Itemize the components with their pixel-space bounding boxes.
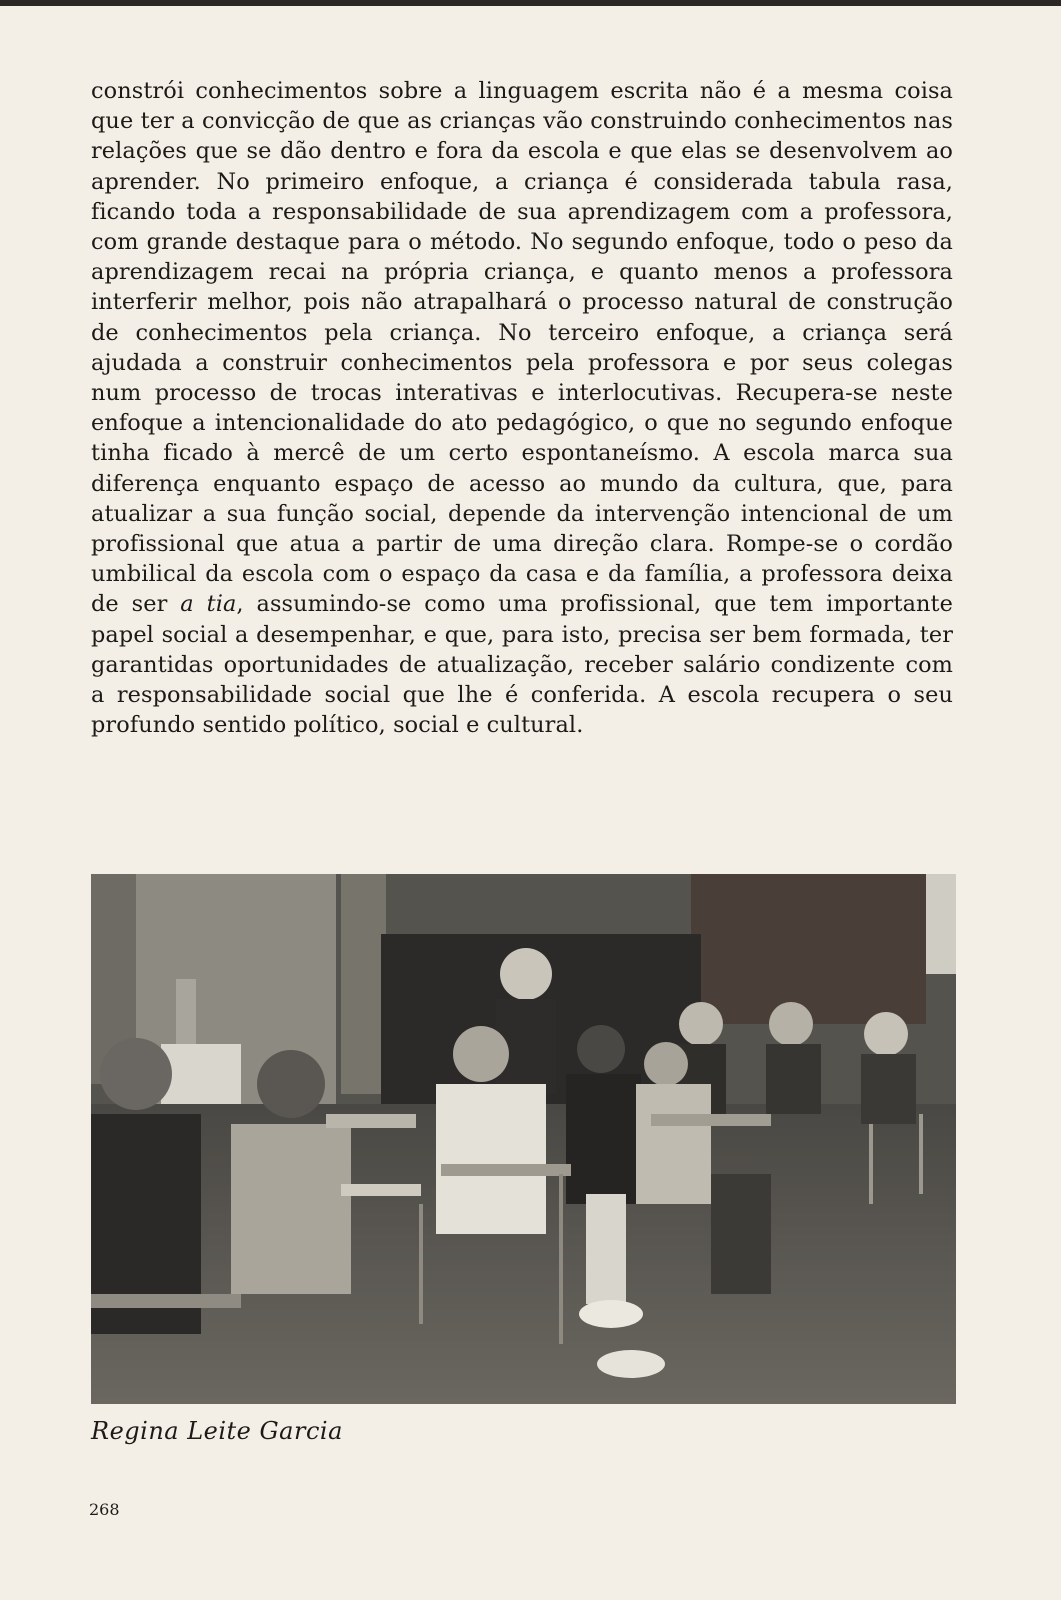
photo-caption: Regina Leite Garcia	[91, 1417, 343, 1445]
classroom-photo-illustration	[91, 874, 956, 1404]
page-number: 268	[89, 1500, 120, 1519]
emphasis-text: a tia	[180, 591, 237, 618]
classroom-photo	[91, 874, 956, 1404]
body-paragraph	[91, 76, 953, 740]
top-rule	[0, 0, 1061, 6]
paragraph-text-before: constrói conhecimentos sobre a linguagem escrita não é a mesma coisa que ter a convicção de que as crianças vão construindo conhecimentos nas relações que se dão dentro e fora da escola e que elas se desenvolvem ao aprender. No primeiro enfoque, a criança é considerada tabula rasa, ficando toda a responsabilidade de sua aprendizagem com a professora, com grande destaque para o método. No segundo enfoque, todo o peso da aprendizagem recai na própria criança, e quanto menos a professora interferir melhor, pois não atrapalhará o processo natural de construção de conhecimentos pela criança. No terceiro enfoque, a criança será ajudada a construir conhecimentos pela professora e por seus colegas num processo de trocas interativas e interlocutivas. Recupera-se neste enfoque a intencionalidade do ato pedagógico, o que no segundo enfoque tinha ficado à mercê de um certo espontaneísmo. A escola marca sua diferença enquanto espaço de acesso ao mundo da cultura, que, para atualizar a sua função social, depende da intervenção intencional de um profissional que atua a partir de uma direção clara. Rompe-se o cordão umbilical da escola com o espaço da casa e da família, a professora deixa de ser	[91, 78, 953, 618]
paragraph-text-after: , assumindo-se como uma profissional, que tem importante papel social a desempenhar, e que, para isto, precisa ser bem formada, ter garantidas oportunidades de atualização, receber salário condizente com a responsabilidade social que lhe é conferida. A escola recupera o seu profundo sentido político, social e cultural.	[91, 591, 953, 739]
